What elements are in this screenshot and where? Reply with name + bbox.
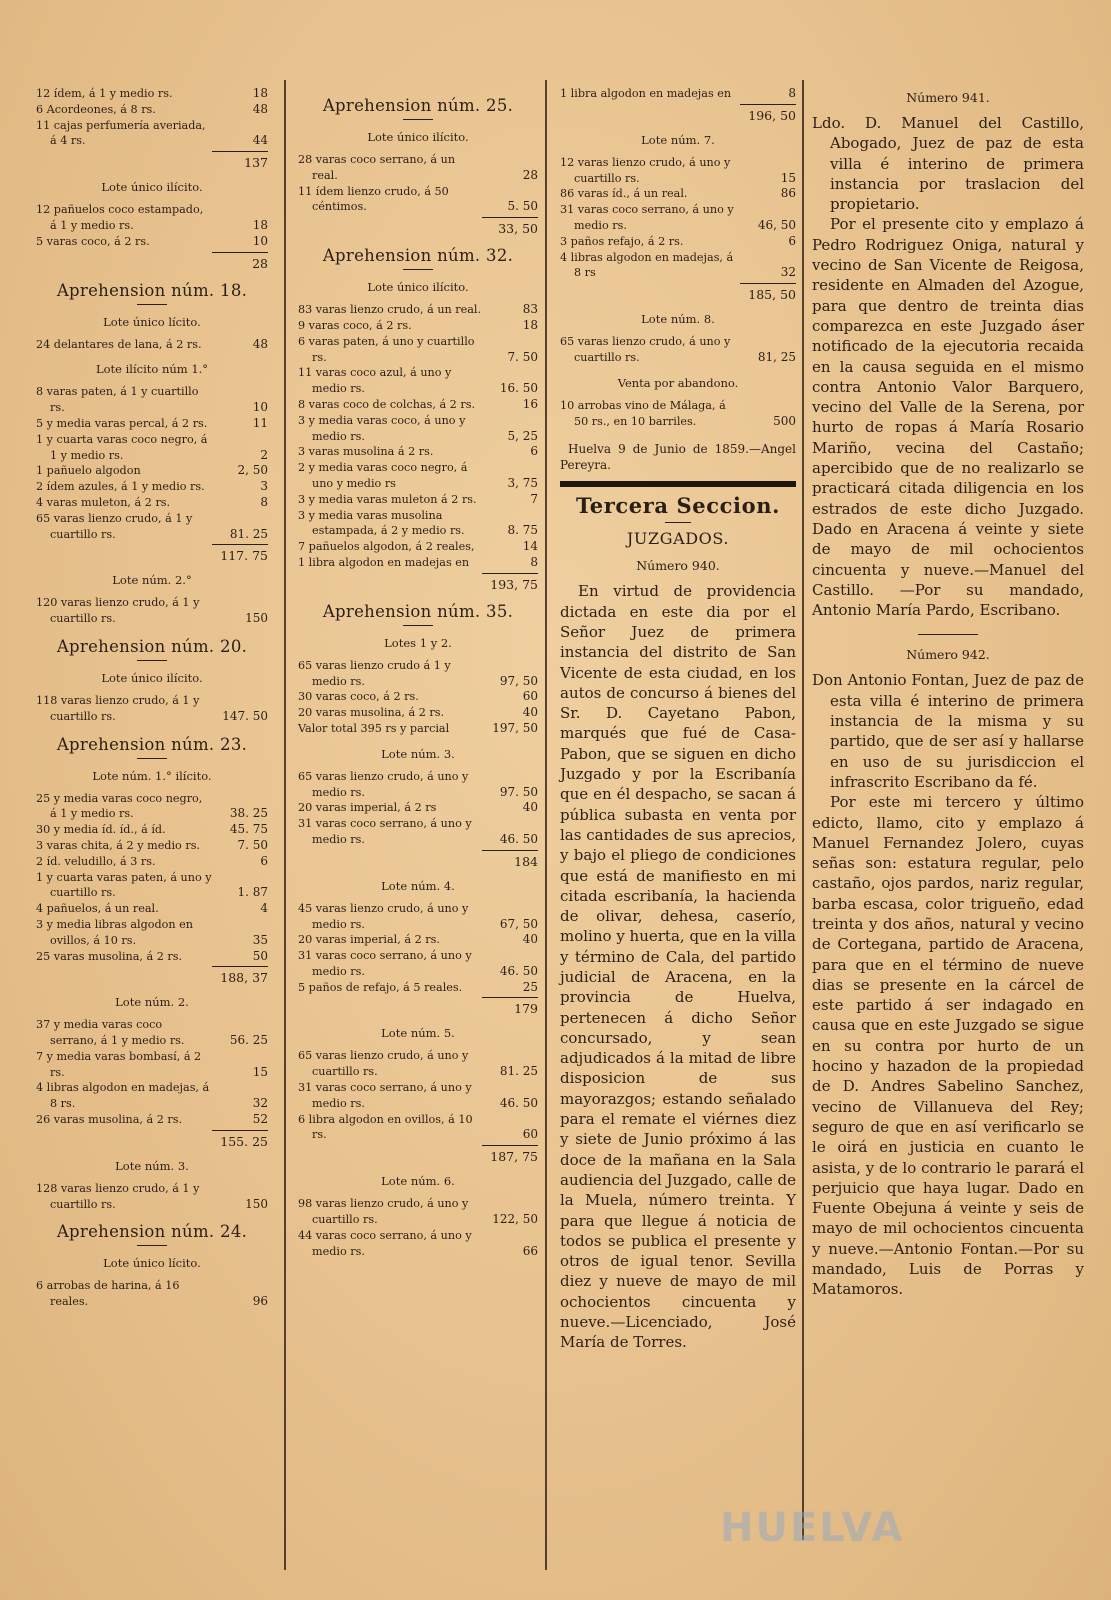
divider <box>137 758 167 759</box>
item-description: 8 varas coco de colchas, á 2 rs. <box>298 397 475 411</box>
item-description: 3 y media libras algodon en ovillos, á 10 rs. <box>36 917 194 947</box>
item-amount: 32 <box>252 1096 268 1111</box>
item-description: 3 paños refajo, á 2 rs. <box>560 234 684 248</box>
signature-huelva: Huelva 9 de Junio de 1859.—Angel Pereyra. <box>560 442 796 473</box>
notice-941-heading: Ldo. D. Manuel del Castillo, Abogado, Juez de paz de esta villa é interino de primera instancia por traslacion del propietario. <box>812 114 1084 214</box>
item-amount: 10 <box>252 233 268 248</box>
subtotal <box>560 281 796 302</box>
item-description: 83 varas lienzo crudo, á un real. <box>298 303 482 317</box>
item-amount: 46. 50 <box>499 963 538 978</box>
divider <box>403 625 433 626</box>
item-amount: 8 <box>260 494 268 509</box>
inventory-item <box>36 854 268 870</box>
item-amount: 7. 50 <box>237 837 268 852</box>
item-description: 31 varas coco serrano, á uno y medio rs. <box>298 817 472 846</box>
section-title: Tercera Seccion. <box>575 493 781 519</box>
subtotal-value: 155. 25 <box>212 1130 268 1149</box>
inventory-item <box>298 555 538 571</box>
item-amount: 18 <box>252 86 268 100</box>
lote-heading: Lote núm. 7. <box>641 132 715 147</box>
item-amount: 500 <box>773 413 796 428</box>
subtotal-value: 185, 50 <box>740 283 796 302</box>
inventory-item <box>36 1080 268 1112</box>
notice-number-941: Número 941. <box>906 90 990 105</box>
inventory-item <box>36 791 268 823</box>
lote-heading: Lote núm. 1.° ilícito. <box>92 768 212 783</box>
item-amount: 10 <box>252 400 268 415</box>
item-amount: 96 <box>252 1294 268 1309</box>
item-amount: 18 <box>522 317 538 332</box>
item-amount: 44 <box>252 133 268 148</box>
item-amount: 81. 25 <box>229 526 268 541</box>
item-amount: 2 <box>260 447 268 462</box>
item-amount: 48 <box>252 336 268 351</box>
subtotal <box>36 542 268 563</box>
notice-940-text: En virtud de providencia dictada en este dia por el Señor Juez de primera instancia del distrito de San Vicente de esta ciudad, en los autos de concurso á bienes del Sr. D. Cayetano Pabon, marqués que fué de Casa-Pabon, que se siguen en dicho Juzgado y por la Escribanía que en él despacho, se sacan á pública subasta en venta por las cantidades de sus aprecios, y bajo el pliego de condiciones que está de manifiesto en mi citada escribanía, la hacienda de olivar, dehesa, caserío, molino y huerta, que en la villa y término de Cala, del partido judicial de Aracena, en la provincia de Huelva, pertenecen á dicho Señor concursado, y sean adjudicados á la mitad de libre disposicion de sus mayorazgos; estando señalado para el remate el viérnes diez y siete de Junio próximo á las doce de la mañana en la Sala audiencia del Juzgado, calle de la Muela, número treinta. Y para que llegue á noticia de todos se publica el presente y otros de igual tenor. Sevilla diez y nueve de mayo de mil ochocientos cincuenta y nueve.—Licenciado, José María de Torres. <box>560 582 796 1352</box>
item-amount: 46. 50 <box>499 831 538 846</box>
item-amount: 7. 50 <box>507 349 538 364</box>
inventory-item <box>560 86 796 102</box>
inventory-item <box>298 444 538 460</box>
item-description: 9 varas coco, á 2 rs. <box>298 318 412 332</box>
item-amount: 25 <box>522 979 538 994</box>
item-amount: 3, 75 <box>507 475 538 490</box>
item-description: 3 varas musolina á 2 rs. <box>298 445 434 459</box>
item-description: 25 varas musolina, á 2 rs. <box>36 949 183 963</box>
inventory-item <box>298 932 538 948</box>
aprehension-heading: Aprehension núm. 24. <box>56 1222 248 1242</box>
item-amount: 16. 50 <box>499 381 538 396</box>
item-description: 65 varas lienzo crudo, á uno y medio rs. <box>298 769 469 799</box>
divider <box>137 660 167 661</box>
divider <box>403 119 433 120</box>
inventory-item <box>36 901 268 917</box>
inventory-item <box>298 1080 538 1112</box>
subtotal-value: 193, 75 <box>482 573 538 592</box>
item-description: 5 paños de refajo, á 5 reales. <box>298 980 463 994</box>
subtotal-value: 188, 37 <box>212 966 268 985</box>
item-amount: 46, 50 <box>757 217 796 232</box>
item-description: 3 y media varas coco, á uno y medio rs. <box>298 413 466 443</box>
item-amount: 8 <box>788 86 796 100</box>
lote-heading: Lotes 1 y 2. <box>384 635 452 650</box>
subtotal-value: 137 <box>212 151 268 170</box>
divider <box>665 522 691 523</box>
notice-number-942: Número 942. <box>906 647 990 663</box>
subtotal <box>36 1128 268 1149</box>
item-description: 12 varas lienzo crudo, á uno y cuartillo rs. <box>560 155 731 185</box>
item-amount: 45. 75 <box>229 822 268 837</box>
item-amount: 56. 25 <box>229 1033 268 1048</box>
inventory-item <box>560 234 796 250</box>
inventory-item <box>36 595 268 627</box>
aprehension-section <box>36 735 268 759</box>
lote-heading: Lote núm. 2. <box>115 995 189 1010</box>
item-amount: 46. 50 <box>499 1095 538 1110</box>
item-amount: 3 <box>260 479 268 494</box>
inventory-item <box>36 1278 268 1310</box>
lote-heading: Lote único ilícito. <box>367 130 469 144</box>
inventory-item <box>298 365 538 397</box>
inventory-item <box>36 838 268 854</box>
item-description: 4 pañuelos, á un real. <box>36 902 159 916</box>
item-description: 1 pañuelo algodon <box>36 464 141 478</box>
total-row <box>298 721 538 737</box>
item-amount: 8 <box>530 554 538 569</box>
item-amount: 5, 25 <box>507 428 538 443</box>
column-1-inventory <box>36 86 268 1310</box>
item-amount: 66 <box>522 1243 538 1258</box>
lote-heading: Lote único ilícito. <box>367 280 469 295</box>
inventory-item <box>298 413 538 445</box>
item-description: 6 varas paten, á uno y cuartillo rs. <box>298 334 475 364</box>
subtotal-value: 196, 50 <box>740 104 796 123</box>
inventory-item <box>36 384 268 416</box>
item-description: 4 libras algodon en madejas, á 8 rs <box>560 250 734 280</box>
item-description: 120 varas lienzo crudo, á 1 y cuartillo rs. <box>36 596 200 626</box>
item-amount: 28 <box>522 167 538 182</box>
notice-942-text: Por este mi tercero y último edicto, llamo, cito y emplazo á Manuel Fernandez Jolero, cuyas señas son: estatura regular, pelo castaño, ojos pardos, nariz regular, barba escasa, color trigueño, edad treinta y dos años, natural y vecino de Cortegana, partido de Aracena, para que en el término de nueve dias se presente en la cárcel de este partido á ser indagado en causa que en este Juzgado se sigue en su contra por hurto de un hocino y hazadon de la propiedad de D. Andres Sabelino Sanchez, vecino de Villanueva del Rey; seguro de que en así verificarlo se le oirá en justicia en cuanto le asista, y de lo contrario le parará el perjuicio que haya lugar. Dado en Fuente Obejuna á veinte y seis de mayo de mil ochocientos cincuenta y nueve.—Antonio Fontan.—Por su mandado, Luis de Porras y Matamoros. <box>812 793 1084 1299</box>
column-3-inventory <box>560 86 796 429</box>
inventory-item <box>36 1112 268 1128</box>
inventory-item <box>36 1017 268 1049</box>
inventory-item <box>298 508 538 540</box>
inventory-item <box>298 184 538 216</box>
juzgados-heading: JUZGADOS. <box>626 529 730 549</box>
inventory-item <box>298 901 538 933</box>
item-description: 26 varas musolina, á 2 rs. <box>36 1113 183 1127</box>
inventory-item <box>298 318 538 334</box>
item-description: 20 varas imperial, á 2 rs <box>298 801 437 815</box>
inventory-item <box>36 202 268 234</box>
subtotal <box>36 250 268 271</box>
item-amount: 197, 50 <box>492 720 538 735</box>
subtotal <box>298 1143 538 1164</box>
divider <box>137 304 167 305</box>
aprehension-section <box>36 281 268 305</box>
section-rule <box>560 481 796 487</box>
item-description: 25 y media varas coco negro, á 1 y medio rs. <box>36 791 203 821</box>
inventory-item <box>36 102 268 118</box>
item-description: 30 varas coco, á 2 rs. <box>298 690 419 704</box>
inventory-item <box>36 463 268 479</box>
lote-heading: Lote núm. 6. <box>381 1174 455 1189</box>
subtotal <box>298 571 538 592</box>
item-description: 128 varas lienzo crudo, á 1 y cuartillo rs. <box>36 1181 200 1211</box>
inventory-item <box>298 689 538 705</box>
item-description: 24 delantares de lana, á 2 rs. <box>36 337 202 351</box>
item-description: 20 varas musolina, á 2 rs. <box>298 706 445 720</box>
aprehension-heading: Aprehension núm. 23. <box>56 734 248 754</box>
item-description: 2 y media varas coco negro, á uno y medio rs <box>298 461 468 490</box>
inventory-item <box>298 800 538 816</box>
item-amount: 4 <box>260 901 268 916</box>
item-description: 5 y media varas percal, á 2 rs. <box>36 416 208 430</box>
item-description: 1 y cuarta varas paten, á uno y cuartillo rs. <box>36 870 212 900</box>
item-amount: 5. 50 <box>507 199 538 214</box>
item-description: 98 varas lienzo crudo, á uno y cuartillo rs. <box>298 1197 469 1227</box>
inventory-item <box>298 397 538 413</box>
item-amount: 81, 25 <box>757 349 796 364</box>
inventory-item <box>298 152 538 184</box>
item-amount: 11 <box>252 415 268 430</box>
divider <box>403 269 433 270</box>
inventory-item <box>298 460 538 492</box>
item-amount: 83 <box>522 302 538 317</box>
item-description: 3 varas chita, á 2 y medio rs. <box>36 838 200 852</box>
item-description: 30 y media íd. íd., á íd. <box>36 823 166 837</box>
inventory-item <box>298 302 538 318</box>
inventory-item <box>36 86 268 102</box>
aprehension-section <box>36 637 268 661</box>
subtotal <box>36 964 268 985</box>
item-description: 44 varas coco serrano, á uno y medio rs. <box>298 1228 472 1258</box>
inventory-item <box>36 822 268 838</box>
column-rule-2 <box>545 80 547 1570</box>
item-description: 65 varas lienzo crudo, á uno y cuartillo rs. <box>298 1049 469 1079</box>
item-amount: 15 <box>780 170 796 185</box>
item-amount: 8. 75 <box>507 523 538 538</box>
item-description: 65 varas lienzo crudo, á 1 y cuartillo rs. <box>36 511 193 541</box>
lote-heading: Lote núm. 8. <box>641 312 715 327</box>
item-amount: 32 <box>780 265 796 280</box>
inventory-item <box>298 769 538 801</box>
item-description: 31 varas coco serrano, á uno y medio rs. <box>298 1081 472 1110</box>
item-description: 1 y cuarta varas coco negro, á 1 y medio rs. <box>36 432 208 462</box>
item-amount: 67, 50 <box>499 916 538 931</box>
column-2-inventory <box>298 86 538 1259</box>
inventory-item <box>36 693 268 725</box>
item-description: 2 íd. veludillo, á 3 rs. <box>36 854 156 868</box>
subtotal <box>560 102 796 123</box>
inventory-item <box>298 1196 538 1228</box>
subtotal-value: 117. 75 <box>212 544 268 563</box>
item-description: 12 ídem, á 1 y medio rs. <box>36 87 173 100</box>
item-description: 6 arrobas de harina, á 16 reales. <box>36 1279 180 1309</box>
item-amount: 60 <box>522 1127 538 1142</box>
item-amount: 40 <box>522 932 538 947</box>
item-amount: 6 <box>530 444 538 459</box>
item-description: 1 libra algodon en madejas en <box>560 87 732 100</box>
item-description: 3 y media varas musolina estampada, á 2 y medio rs. <box>298 508 465 538</box>
subtotal <box>298 848 538 869</box>
divider <box>137 1245 167 1246</box>
notice-number-940: Número 940. <box>636 558 720 574</box>
aprehension-heading: Aprehension núm. 18. <box>56 280 248 300</box>
inventory-item <box>560 398 796 430</box>
subtotal-value: 184 <box>482 850 538 869</box>
inventory-item <box>36 495 268 511</box>
column-4 <box>812 86 1084 1300</box>
inventory-item <box>36 234 268 250</box>
lote-heading: Lote núm. 3. <box>115 1158 189 1173</box>
inventory-item <box>36 479 268 495</box>
subtotal <box>298 215 538 236</box>
item-amount: 6 <box>260 853 268 868</box>
subtotal-value: 179 <box>482 997 538 1016</box>
inventory-item <box>560 186 796 202</box>
item-description: 7 y media varas bombasí, á 2 rs. <box>36 1049 202 1079</box>
item-amount: 122, 50 <box>492 1212 538 1227</box>
subtotal <box>298 995 538 1016</box>
lote-heading: Lote único ilícito. <box>101 180 203 195</box>
notice-941-text: Por el presente cito y emplazo á Pedro Rodriguez Oniga, natural y vecino de San Vicente de Reigosa, residente en Almaden del Azogue, para que dentro de treinta dias comparezca en este Juzgado áser notificado de la ejecutoria recaida en la causa seguida en el mismo contra Antonio Valor Barquero, vecino del Valle de la Serena, por hurto de ropas á María Rosario Mariño, vecina del Castaño; apercibido que de no realizarlo se practicará citada diligencia en los estrados de este dicho Juzgado. Dado en Aracena á veinte y siete de mayo de mil ochocientos cincuenta y nueve.—Manuel del Castillo. —Por su mandado, Antonio María Pardo, Escribano. <box>812 215 1084 620</box>
aprehension-section <box>36 1222 268 1246</box>
item-description: 31 varas coco serrano, á uno y medio rs. <box>298 949 472 978</box>
lote-heading: Lote núm. 3. <box>381 746 455 761</box>
inventory-item <box>560 202 796 234</box>
item-description: 20 varas imperial, á 2 rs. <box>298 933 440 947</box>
inventory-item <box>298 705 538 721</box>
inventory-item <box>36 917 268 949</box>
inventory-item <box>298 980 538 996</box>
item-amount: 40 <box>522 800 538 815</box>
inventory-item <box>560 155 796 187</box>
item-amount: 18 <box>252 217 268 232</box>
item-amount: 14 <box>522 539 538 554</box>
item-description: 37 y media varas coco serrano, á 1 y medio rs. <box>36 1018 185 1048</box>
lote-heading: Lote único lícito. <box>103 314 201 329</box>
item-amount: 97. 50 <box>499 784 538 799</box>
item-description: 12 pañuelos coco estampado, á 1 y medio rs. <box>36 203 204 232</box>
inventory-item <box>36 870 268 902</box>
item-amount: 150 <box>245 1196 268 1211</box>
aprehension-heading: Aprehension núm. 25. <box>322 96 514 115</box>
notice-942-heading: Don Antonio Fontan, Juez de paz de esta villa é interino de primera instancia de la misma y su partido, que de ser así y hallarse en uso de su jurisdiccion el infrascrito Escribano da fé. <box>812 671 1084 791</box>
item-description: 10 arrobas vino de Málaga, á 50 rs., en 10 barriles. <box>560 398 726 428</box>
item-amount: 52 <box>252 1112 268 1127</box>
item-amount: 1. 87 <box>237 885 268 900</box>
subtotal <box>36 149 268 170</box>
inventory-item <box>36 1181 268 1213</box>
item-description: 6 libra algodon en ovillos, á 10 rs. <box>298 1112 473 1142</box>
inventory-item <box>298 948 538 980</box>
item-amount: 16 <box>522 396 538 411</box>
item-description: 2 ídem azules, á 1 y medio rs. <box>36 480 205 494</box>
inventory-item <box>298 658 538 690</box>
item-amount: 50 <box>252 948 268 963</box>
inventory-item <box>298 492 538 508</box>
inventory-item <box>36 118 268 150</box>
inventory-item <box>36 337 268 353</box>
item-amount: 97, 50 <box>499 673 538 688</box>
item-description: 4 varas muleton, á 2 rs. <box>36 495 171 509</box>
column-3 <box>560 86 796 1353</box>
item-description: 11 cajas perfumería averiada, á 4 rs. <box>36 118 206 148</box>
item-amount: 81. 25 <box>499 1064 538 1079</box>
item-description: 11 ídem lienzo crudo, á 50 céntimos. <box>298 184 449 214</box>
inventory-item <box>298 1048 538 1080</box>
subtotal-value: 33, 50 <box>482 217 538 236</box>
inventory-item <box>36 949 268 965</box>
inventory-item <box>298 1228 538 1260</box>
aprehension-heading: Aprehension núm. 35. <box>322 601 514 621</box>
item-amount: 86 <box>780 186 796 201</box>
inventory-item <box>560 334 796 366</box>
item-description: 1 libra algodon en madejas en <box>298 555 470 569</box>
lote-heading: Lote único ilícito. <box>101 670 203 685</box>
item-amount: 150 <box>245 611 268 626</box>
subtotal-value: 28 <box>212 252 268 271</box>
item-amount: 147. 50 <box>222 708 268 723</box>
inventory-item <box>298 816 538 848</box>
aprehension-section <box>298 96 538 120</box>
item-description: 65 varas lienzo crudo á 1 y medio rs. <box>298 658 451 688</box>
item-description: 5 varas coco, á 2 rs. <box>36 234 150 248</box>
item-description: 31 varas coco serrano, á uno y medio rs. <box>560 203 734 232</box>
item-amount: 7 <box>530 491 538 506</box>
item-description: 7 pañuelos algodon, á 2 reales, <box>298 540 475 554</box>
inventory-item <box>298 334 538 366</box>
item-amount: 48 <box>252 101 268 116</box>
item-description: 118 varas lienzo crudo, á 1 y cuartillo rs. <box>36 693 200 723</box>
lote-heading: Lote núm. 5. <box>381 1026 455 1041</box>
aprehension-heading: Aprehension núm. 32. <box>322 246 514 266</box>
lote-heading: Lote único lícito. <box>103 1256 201 1271</box>
lote-heading: Lote núm. 4. <box>381 878 455 893</box>
aprehension-heading: Aprehension núm. 20. <box>56 636 248 656</box>
item-description: 8 varas paten, á 1 y cuartillo rs. <box>36 385 199 415</box>
lote-heading: Lote núm. 2.° <box>112 573 192 588</box>
lote-heading: Lote ilícito núm 1.° <box>95 362 209 377</box>
divider <box>918 634 978 635</box>
column-rule-3 <box>802 80 804 1540</box>
item-amount: 38. 25 <box>229 806 268 821</box>
item-description: 6 Acordeones, á 8 rs. <box>36 102 156 116</box>
item-description: 28 varas coco serrano, á un real. <box>298 153 456 182</box>
item-description: 4 libras algodon en madejas, á 8 rs. <box>36 1081 210 1111</box>
item-amount: 35 <box>252 932 268 947</box>
aprehension-section <box>298 246 538 270</box>
item-amount: 15 <box>252 1064 268 1079</box>
inventory-item <box>298 1112 538 1144</box>
inventory-item <box>560 250 796 282</box>
item-amount: 40 <box>522 705 538 720</box>
inventory-item <box>298 539 538 555</box>
item-amount: 6 <box>788 233 796 248</box>
item-description: 11 varas coco azul, á uno y medio rs. <box>298 366 452 396</box>
inventory-item <box>36 1049 268 1081</box>
item-amount: 60 <box>522 689 538 704</box>
inventory-item <box>36 432 268 464</box>
item-description: 65 varas lienzo crudo, á uno y cuartillo rs. <box>560 335 731 364</box>
lote-heading: Venta por abandono. <box>617 375 739 390</box>
aprehension-section <box>298 602 538 626</box>
item-description: 3 y media varas muleton á 2 rs. <box>298 492 477 506</box>
item-amount: 2, 50 <box>237 463 268 478</box>
inventory-item <box>36 511 268 543</box>
item-description: 45 varas lienzo crudo, á uno y medio rs. <box>298 901 469 931</box>
item-description: 86 varas íd., á un real. <box>560 187 688 201</box>
column-rule-1 <box>284 80 286 1570</box>
watermark-logo: HUELVA <box>720 1505 905 1551</box>
item-description: Valor total 395 rs y parcial <box>298 721 450 735</box>
inventory-item <box>36 416 268 432</box>
subtotal-value: 187, 75 <box>482 1145 538 1164</box>
